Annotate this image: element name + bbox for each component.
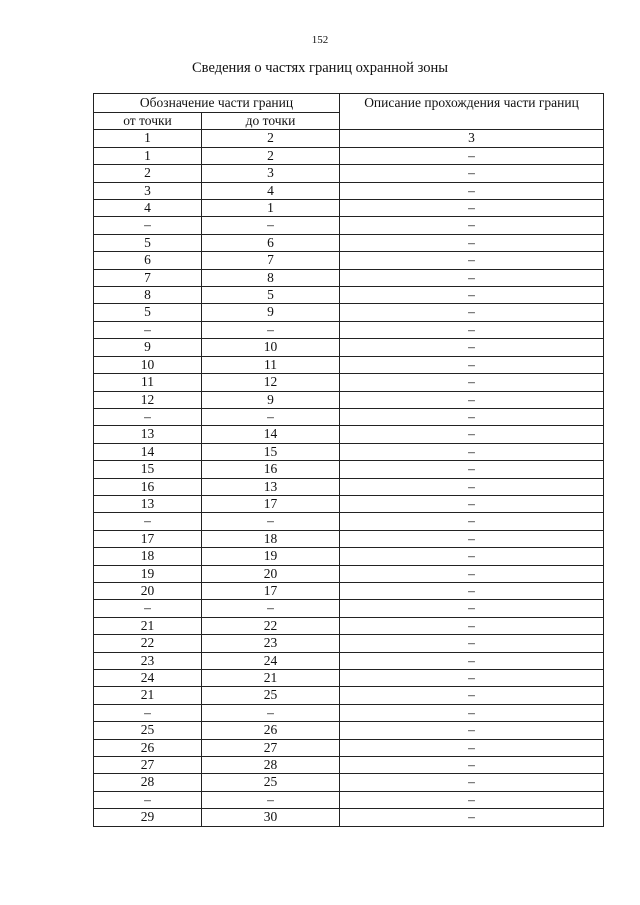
to-point-cell: – — [202, 513, 340, 530]
description-cell: – — [340, 234, 604, 251]
from-point-cell: 21 — [94, 617, 202, 634]
header-boundary-designation: Обозначение части границ — [94, 94, 340, 113]
to-point-cell: 24 — [202, 652, 340, 669]
table-row — [94, 495, 604, 512]
to-point-cell: 28 — [202, 757, 340, 774]
to-point-cell: 16 — [202, 461, 340, 478]
description-cell: – — [340, 774, 604, 791]
description-cell: – — [340, 722, 604, 739]
description-cell: – — [340, 565, 604, 582]
table-row — [94, 200, 604, 217]
table-row — [94, 269, 604, 286]
description-cell: – — [340, 200, 604, 217]
to-point-cell: 2 — [202, 147, 340, 164]
to-point-cell: 30 — [202, 809, 340, 826]
description-cell: – — [340, 269, 604, 286]
from-point-cell: 26 — [94, 739, 202, 756]
to-point-cell: 1 — [202, 200, 340, 217]
description-cell: – — [340, 809, 604, 826]
from-point-cell: 23 — [94, 652, 202, 669]
table-row — [94, 287, 604, 304]
description-cell: – — [340, 461, 604, 478]
from-point-cell: 4 — [94, 200, 202, 217]
description-cell: – — [340, 408, 604, 425]
from-point-cell: 1 — [94, 147, 202, 164]
to-point-cell: 17 — [202, 495, 340, 512]
table-row — [94, 582, 604, 599]
table-row — [94, 443, 604, 460]
header-row-group — [94, 94, 604, 113]
to-point-cell: 13 — [202, 478, 340, 495]
table-row — [94, 304, 604, 321]
description-cell: – — [340, 670, 604, 687]
from-point-cell: 5 — [94, 304, 202, 321]
description-cell: – — [340, 356, 604, 373]
to-point-cell: 25 — [202, 687, 340, 704]
to-point-cell: – — [202, 217, 340, 234]
to-point-cell: – — [202, 704, 340, 721]
from-point-cell: – — [94, 600, 202, 617]
table-row — [94, 165, 604, 182]
description-cell: – — [340, 321, 604, 338]
table-row — [94, 339, 604, 356]
table-row — [94, 635, 604, 652]
description-cell: – — [340, 304, 604, 321]
table-row — [94, 548, 604, 565]
table-row — [94, 321, 604, 338]
to-point-cell: 5 — [202, 287, 340, 304]
header-to-point: до точки — [202, 113, 340, 130]
description-cell: – — [340, 791, 604, 808]
from-point-cell: – — [94, 704, 202, 721]
boundary-parts-table — [93, 93, 604, 827]
to-point-cell: 4 — [202, 182, 340, 199]
from-point-cell: 10 — [94, 356, 202, 373]
to-point-cell: 14 — [202, 426, 340, 443]
description-cell: – — [340, 443, 604, 460]
from-point-cell: 24 — [94, 670, 202, 687]
table-row — [94, 408, 604, 425]
table-row — [94, 809, 604, 826]
from-point-cell: 13 — [94, 426, 202, 443]
description-cell: – — [340, 548, 604, 565]
from-point-cell: 28 — [94, 774, 202, 791]
table-row — [94, 478, 604, 495]
to-point-cell: 25 — [202, 774, 340, 791]
numbering-cell: 2 — [202, 130, 340, 147]
numbering-cell: 3 — [340, 130, 604, 147]
from-point-cell: 3 — [94, 182, 202, 199]
from-point-cell: 8 — [94, 287, 202, 304]
from-point-cell: 25 — [94, 722, 202, 739]
from-point-cell: 21 — [94, 687, 202, 704]
from-point-cell: – — [94, 321, 202, 338]
to-point-cell: 23 — [202, 635, 340, 652]
from-point-cell: 17 — [94, 530, 202, 547]
to-point-cell: 12 — [202, 374, 340, 391]
to-point-cell: – — [202, 408, 340, 425]
table-row — [94, 217, 604, 234]
description-cell: – — [340, 374, 604, 391]
table-row — [94, 565, 604, 582]
description-cell: – — [340, 391, 604, 408]
to-point-cell: – — [202, 321, 340, 338]
table-row — [94, 374, 604, 391]
description-cell: – — [340, 652, 604, 669]
table-row — [94, 252, 604, 269]
description-cell: – — [340, 426, 604, 443]
to-point-cell: 26 — [202, 722, 340, 739]
table-row — [94, 670, 604, 687]
to-point-cell: 11 — [202, 356, 340, 373]
from-point-cell: – — [94, 513, 202, 530]
table-row — [94, 147, 604, 164]
description-cell: – — [340, 165, 604, 182]
from-point-cell: 11 — [94, 374, 202, 391]
description-cell: – — [340, 339, 604, 356]
description-cell: – — [340, 530, 604, 547]
description-cell: – — [340, 478, 604, 495]
to-point-cell: 9 — [202, 304, 340, 321]
from-point-cell: 18 — [94, 548, 202, 565]
to-point-cell: 8 — [202, 269, 340, 286]
description-cell: – — [340, 739, 604, 756]
to-point-cell: 3 — [202, 165, 340, 182]
from-point-cell: – — [94, 217, 202, 234]
table-row — [94, 739, 604, 756]
to-point-cell: 9 — [202, 391, 340, 408]
table-row — [94, 704, 604, 721]
from-point-cell: 7 — [94, 269, 202, 286]
table-row — [94, 234, 604, 251]
to-point-cell: 27 — [202, 739, 340, 756]
from-point-cell: 15 — [94, 461, 202, 478]
to-point-cell: 10 — [202, 339, 340, 356]
table-row — [94, 356, 604, 373]
table-row — [94, 426, 604, 443]
to-point-cell: 19 — [202, 548, 340, 565]
table-row — [94, 652, 604, 669]
table-row — [94, 461, 604, 478]
to-point-cell: – — [202, 791, 340, 808]
from-point-cell: 22 — [94, 635, 202, 652]
from-point-cell: 5 — [94, 234, 202, 251]
description-cell: – — [340, 582, 604, 599]
description-cell: – — [340, 600, 604, 617]
table-row — [94, 774, 604, 791]
table-row — [94, 757, 604, 774]
from-point-cell: 20 — [94, 582, 202, 599]
from-point-cell: 14 — [94, 443, 202, 460]
table-row — [94, 791, 604, 808]
table-row — [94, 600, 604, 617]
table-row — [94, 617, 604, 634]
description-cell: – — [340, 252, 604, 269]
table-row — [94, 391, 604, 408]
to-point-cell: 17 — [202, 582, 340, 599]
numbering-cell: 1 — [94, 130, 202, 147]
table-row — [94, 530, 604, 547]
description-cell: – — [340, 635, 604, 652]
description-cell: – — [340, 217, 604, 234]
table-row — [94, 687, 604, 704]
description-cell: – — [340, 495, 604, 512]
description-cell: – — [340, 704, 604, 721]
page-number: 152 — [311, 34, 329, 46]
from-point-cell: 13 — [94, 495, 202, 512]
to-point-cell: 21 — [202, 670, 340, 687]
table-row — [94, 513, 604, 530]
table-row — [94, 722, 604, 739]
description-cell: – — [340, 687, 604, 704]
description-cell: – — [340, 287, 604, 304]
numbering-row — [94, 130, 604, 147]
from-point-cell: 2 — [94, 165, 202, 182]
description-cell: – — [340, 757, 604, 774]
table-body — [94, 147, 604, 826]
document-title: Сведения о частях границ охранной зоны — [192, 60, 448, 76]
header-description: Описание прохождения части границ — [340, 94, 604, 130]
to-point-cell: 15 — [202, 443, 340, 460]
description-cell: – — [340, 147, 604, 164]
from-point-cell: 16 — [94, 478, 202, 495]
to-point-cell: – — [202, 600, 340, 617]
from-point-cell: 27 — [94, 757, 202, 774]
to-point-cell: 22 — [202, 617, 340, 634]
from-point-cell: – — [94, 408, 202, 425]
table-row — [94, 182, 604, 199]
to-point-cell: 20 — [202, 565, 340, 582]
from-point-cell: 9 — [94, 339, 202, 356]
from-point-cell: 12 — [94, 391, 202, 408]
from-point-cell: 19 — [94, 565, 202, 582]
description-cell: – — [340, 513, 604, 530]
to-point-cell: 6 — [202, 234, 340, 251]
to-point-cell: 18 — [202, 530, 340, 547]
from-point-cell: – — [94, 791, 202, 808]
to-point-cell: 7 — [202, 252, 340, 269]
from-point-cell: 6 — [94, 252, 202, 269]
header-from-point: от точки — [94, 113, 202, 130]
description-cell: – — [340, 182, 604, 199]
description-cell: – — [340, 617, 604, 634]
from-point-cell: 29 — [94, 809, 202, 826]
